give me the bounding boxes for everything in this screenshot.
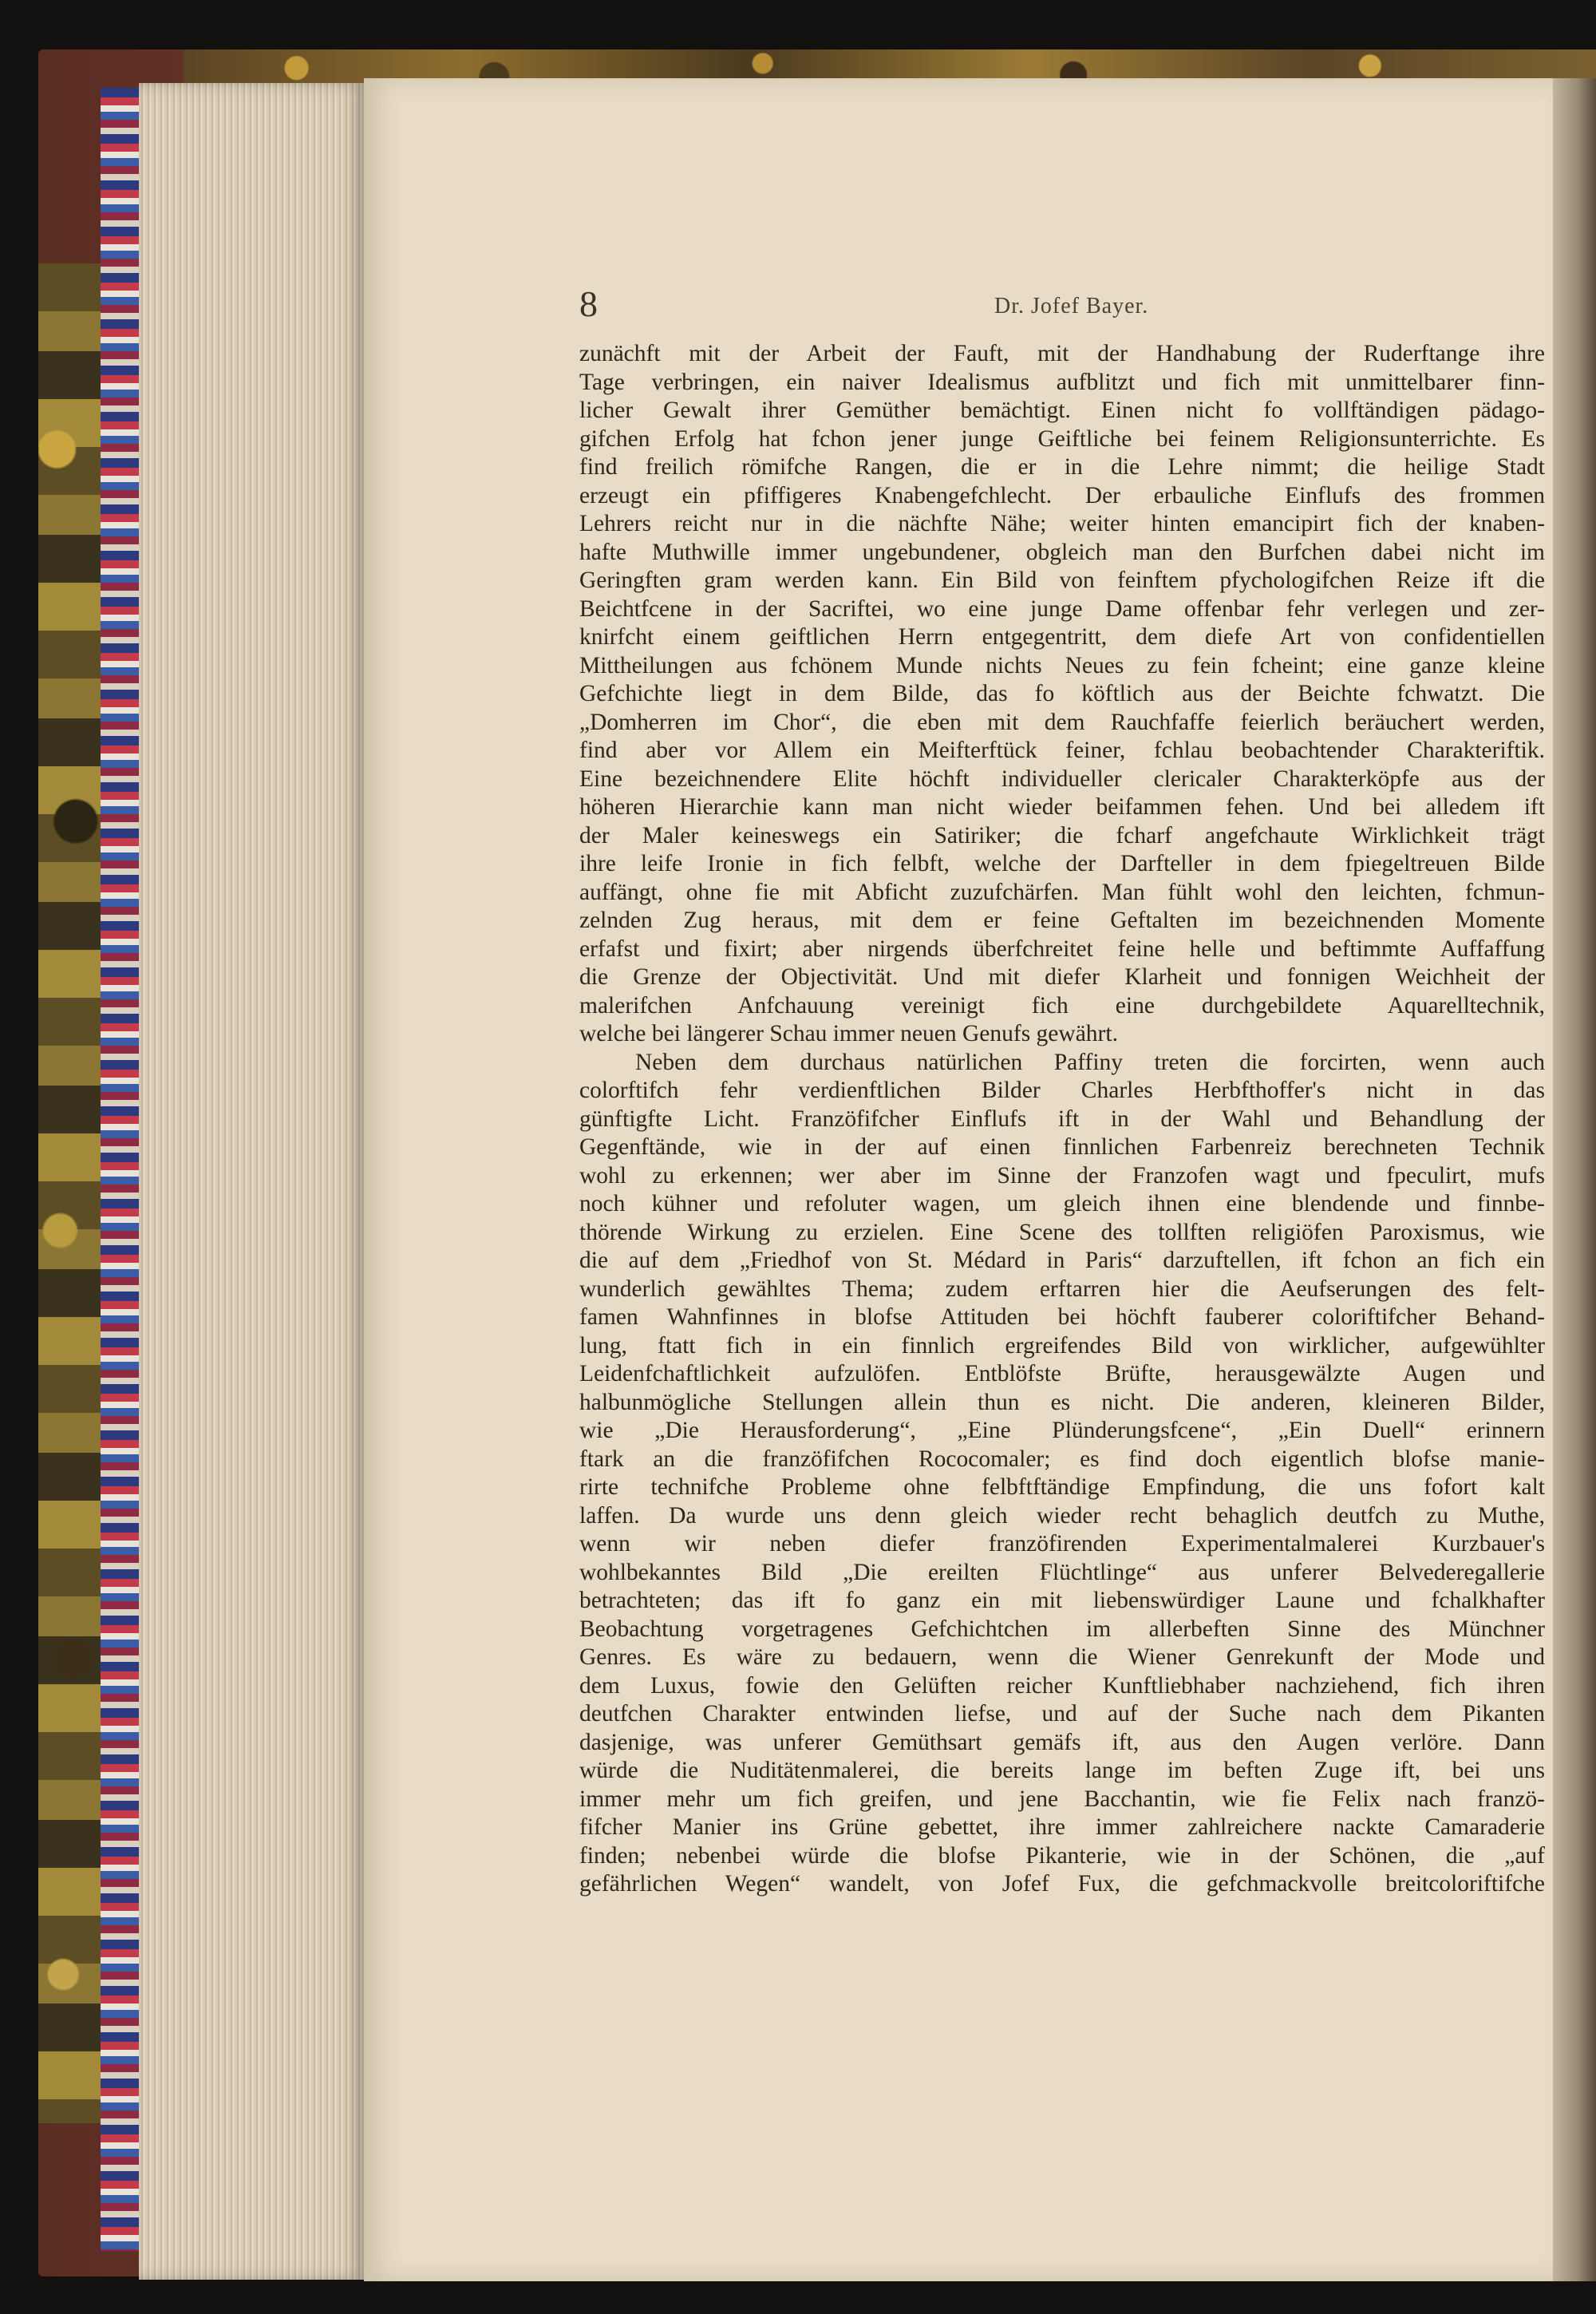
text-line: auffängt, ohne fie mit Abficht zuzufchärfen. Man fühlt wohl den leichten, fchmun- — [579, 879, 1545, 905]
paragraph-start-line: Neben dem durchaus natürlichen Paffiny treten die forcirten, wenn auch — [635, 1049, 1545, 1075]
text-line: günftigfte Licht. Franzöfifcher Einflufs ift in der Wahl und Behandlung der — [579, 1106, 1545, 1132]
text-line: zunächft mit der Arbeit der Fauft, mit der Handhabung der Ruderftange ihre — [579, 341, 1545, 366]
text-line: erfafst und fixirt; aber nirgends überfchreitet feine helle und beftimmte Auffaffung — [579, 935, 1545, 962]
page-gutter-right — [1548, 78, 1596, 2281]
marbled-endpaper — [101, 88, 139, 2251]
page-number: 8 — [579, 283, 598, 324]
text-line: Leidenfchaftlichkeit aufzulöfen. Entblöfste Brüfte, herausgewälzte Augen und — [579, 1361, 1545, 1386]
text-line: immer mehr um fich greifen, und jene Bacchantin, wie fie Felix nach franzö- — [579, 1786, 1545, 1812]
text-line: finden; nebenbei würde die blofse Pikanterie, wie in der Schönen, die „auf — [579, 1842, 1545, 1869]
text-line: noch kühner und refoluter wagen, um gleich ihnen eine blendende und finnbe- — [579, 1191, 1545, 1216]
text-line: thörende Wirkung zu erzielen. Eine Scene des tollften religiöfen Paroxismus, wie — [579, 1219, 1545, 1245]
text-line: erzeugt ein pfiffigeres Knabengefchlecht. Der erbauliche Einflufs des frommen — [579, 482, 1545, 508]
text-line: betrachteten; das ift fo ganz ein mit liebenswürdiger Laune und fchalkhafter — [579, 1588, 1545, 1613]
text-line: dasjenige, was unferer Gemüthsart gemäfs ift, aus den Augen verlöre. Dann — [579, 1729, 1545, 1755]
book-page — [364, 78, 1553, 2281]
text-line: „Domherren im Chor“, die eben mit dem Rauchfaffe feierlich beräuchert werden, — [579, 709, 1545, 735]
text-line: Geringften gram werden kann. Ein Bild von feinftem pfychologifchen Reize ift die — [579, 568, 1545, 593]
text-line: licher Gewalt ihrer Gemüther bemächtigt. Einen nicht fo vollftändigen pädago- — [579, 398, 1545, 423]
text-line: wohlbekanntes Bild „Die ereilten Flüchtlinge“ aus unferer Belvederegallerie — [579, 1559, 1545, 1585]
text-line: wie „Die Herausforderung“, „Eine Plünderungsfcene“, „Ein Duell“ erinnern — [579, 1418, 1545, 1443]
page-edges — [139, 83, 364, 2280]
text-line: Gegenftände, wie in der auf einen finnlichen Farbenreiz berechneten Technik — [579, 1134, 1545, 1160]
text-line: fifcher Manier ins Grüne gebettet, ihre immer zahlreichere nackte Camaraderie — [579, 1814, 1545, 1840]
text-line: Eine bezeichnendere Elite höchft individueller clericaler Charakterköpfe aus der — [579, 765, 1545, 792]
text-line: rirte technifche Probleme ohne felbftftändige Empfindung, die uns fofort kalt — [579, 1474, 1545, 1500]
text-line: hafte Muthwille immer ungebundener, obgleich man den Burfchen dabei nicht im — [579, 539, 1545, 565]
text-line: ihre leife Ironie in fich felbft, welche der Darfteller in dem fpiegeltreuen Bilde — [579, 851, 1545, 876]
text-line: Lehrers reicht nur in die nächfte Nähe; weiter hinten emancipirt fich der knaben- — [579, 511, 1545, 536]
text-line: wohl zu erkennen; wer aber im Sinne der Franzofen wagt und fpeculirt, mufs — [579, 1162, 1545, 1189]
text-line: gefährlichen Wegen“ wandelt, von Jofef Fux, die gefchmackvolle breitcoloriftifche — [579, 1871, 1545, 1897]
paragraph-end-line: welche bei längerer Schau immer neuen Genufs gewährt. — [579, 1021, 1118, 1046]
text-line: Gefchichte liegt in dem Bilde, das fo köftlich aus der Beichte fchwatzt. Die — [579, 681, 1545, 706]
body-text — [579, 340, 1545, 1899]
text-line: dem Luxus, fowie den Gelüften reicher Kunftliebhaber nachziehend, fich ihren — [579, 1672, 1545, 1699]
text-line: Tage verbringen, ein naiver Idealismus aufblitzt und fich mit unmittelbarer finn- — [579, 369, 1545, 395]
text-line: knirfcht einem geiftlichen Herrn entgegentritt, dem diefe Art von confidentiellen — [579, 624, 1545, 650]
text-line: wenn wir neben diefer franzöfirenden Experimentalmalerei Kurzbauer's — [579, 1531, 1545, 1557]
text-line: würde die Nuditätenmalerei, die bereits lange im beften Zuge ift, bei uns — [579, 1758, 1545, 1783]
text-line: colorftifch fehr verdienftlichen Bilder Charles Herbfthoffer's nicht in das — [579, 1078, 1545, 1103]
text-line: Beobachtung vorgetragenes Gefchichtchen im allerbeften Sinne des Münchner — [579, 1616, 1545, 1642]
text-line: deutfchen Charakter entwinden liefse, und auf der Suche nach dem Pikanten — [579, 1701, 1545, 1727]
text-line: malerifchen Anfchauung vereinigt fich eine durchgebildete Aquarelltechnik, — [579, 992, 1545, 1019]
text-line: find aber vor Allem ein Meifterftück feiner, fchlau beobachtender Charakteriftik. — [579, 738, 1545, 763]
text-line: halbunmögliche Stellungen allein thun es nicht. Die anderen, kleineren Bilder, — [579, 1389, 1545, 1415]
text-line: die auf dem „Friedhof von St. Médard in Paris“ darzuftellen, ift fchon an fich ein — [579, 1248, 1545, 1273]
text-line: laffen. Da wurde uns denn gleich wieder recht behaglich deutfch zu Muthe, — [579, 1502, 1545, 1529]
running-head — [579, 283, 1537, 330]
text-line: höheren Hierarchie kann man nicht wieder beifammen fehen. Und bei alledem ift — [579, 794, 1545, 820]
text-line: wunderlich gewähltes Thema; zudem erftarren hier die Aeufserungen des felt- — [579, 1276, 1545, 1302]
text-line: Genres. Es wäre zu bedauern, wenn die Wiener Genrekunft der Mode und — [579, 1644, 1545, 1670]
text-line: lung, ftatt fich in ein finnlich ergreifendes Bild von wirklicher, aufgewühlter — [579, 1332, 1545, 1359]
text-line: Beichtfcene in der Sacriftei, wo eine junge Dame offenbar fehr verlegen und zer- — [579, 595, 1545, 622]
text-line: find freilich römifche Rangen, die er in die Lehre nimmt; die heilige Stadt — [579, 454, 1545, 480]
text-line: die Grenze der Objectivität. Und mit diefer Klarheit und fonnigen Weichheit der — [579, 964, 1545, 990]
text-line: der Maler keineswegs ein Satiriker; die fcharf angefchaute Wirklichkeit trägt — [579, 822, 1545, 848]
text-line: zelnden Zug heraus, mit dem er feine Geftalten im bezeichnenden Momente — [579, 908, 1545, 933]
header-title: Dr. Jofef Bayer. — [994, 294, 1149, 318]
text-line: gifchen Erfolg hat fchon jener junge Geiftliche bei feinem Religionsunterrichte. Es — [579, 425, 1545, 452]
text-line: Mittheilungen aus fchönem Munde nichts Neues zu fein fcheint; eine ganze kleine — [579, 652, 1545, 678]
text-line: famen Wahnfinnes in blofse Attituden bei höchft fauberer coloriftifcher Behand- — [579, 1304, 1545, 1330]
marbled-cover-paper — [38, 263, 101, 2123]
text-line: ftark an die franzöfifchen Rococomaler; es find doch eigentlich blofse manie- — [579, 1446, 1545, 1472]
